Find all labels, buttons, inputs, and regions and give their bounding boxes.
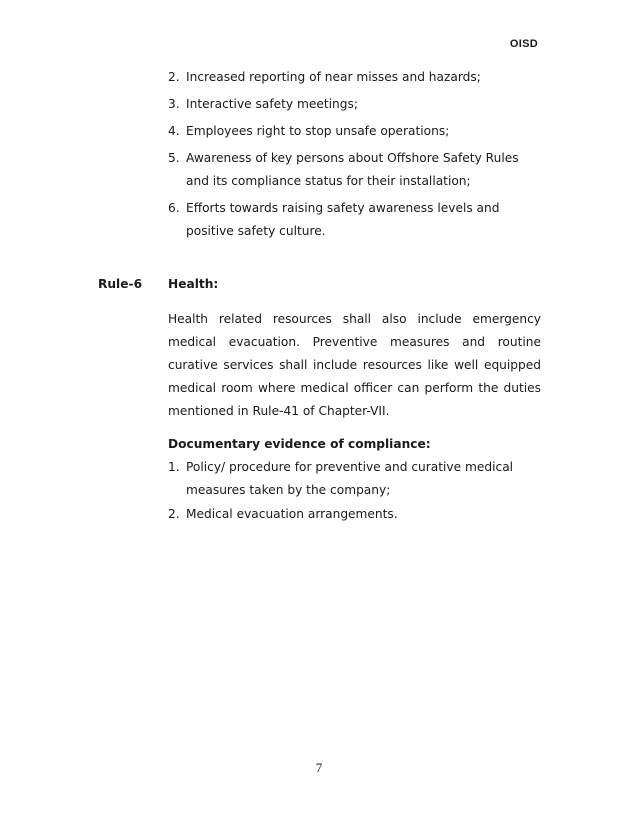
list-item-number: 2.	[168, 70, 180, 84]
page-number: 7	[315, 760, 323, 775]
list-item	[168, 93, 543, 116]
list-item-number: 2.	[168, 507, 180, 521]
list-item-number: 4.	[168, 124, 180, 138]
list-item-number: 1.	[168, 460, 180, 474]
list-item	[168, 456, 543, 502]
list-item-text: Efforts towards raising safety awareness levels and positive safety culture.	[186, 201, 500, 238]
list-item-number: 5.	[168, 151, 180, 165]
list-item-text: Increased reporting of near misses and hazards;	[186, 70, 481, 84]
page-header: OISD	[509, 38, 538, 50]
list-item-text: Interactive safety meetings;	[186, 97, 358, 111]
list-item-text: Policy/ procedure for preventive and curative medical measures taken by the company;	[186, 460, 514, 497]
list-item	[168, 66, 543, 89]
list-item-number: 6.	[168, 201, 180, 215]
safety-measures-list	[168, 66, 543, 247]
list-item-text: Employees right to stop unsafe operations;	[186, 124, 450, 138]
list-item-number: 3.	[168, 97, 180, 111]
list-item	[168, 503, 543, 526]
list-item-text: Awareness of key persons about Offshore Safety Rules and its compliance status for their installation;	[186, 151, 519, 188]
rule-paragraph: Health related resources shall also include emergency medical evacuation. Preventive measures and routine curative services shall include resources like well equipped medical room where medical officer can perform the duties mentioned in Rule-41 of Chapter-VII.	[168, 312, 541, 418]
list-item	[168, 120, 543, 143]
list-item	[168, 147, 543, 193]
compliance-list	[168, 456, 543, 527]
compliance-heading: Documentary evidence of compliance:	[168, 437, 431, 451]
rule-title: Health:	[168, 277, 219, 291]
rule-label: Rule-6	[98, 277, 143, 291]
list-item	[168, 197, 543, 243]
list-item-text: Medical evacuation arrangements.	[186, 507, 398, 521]
